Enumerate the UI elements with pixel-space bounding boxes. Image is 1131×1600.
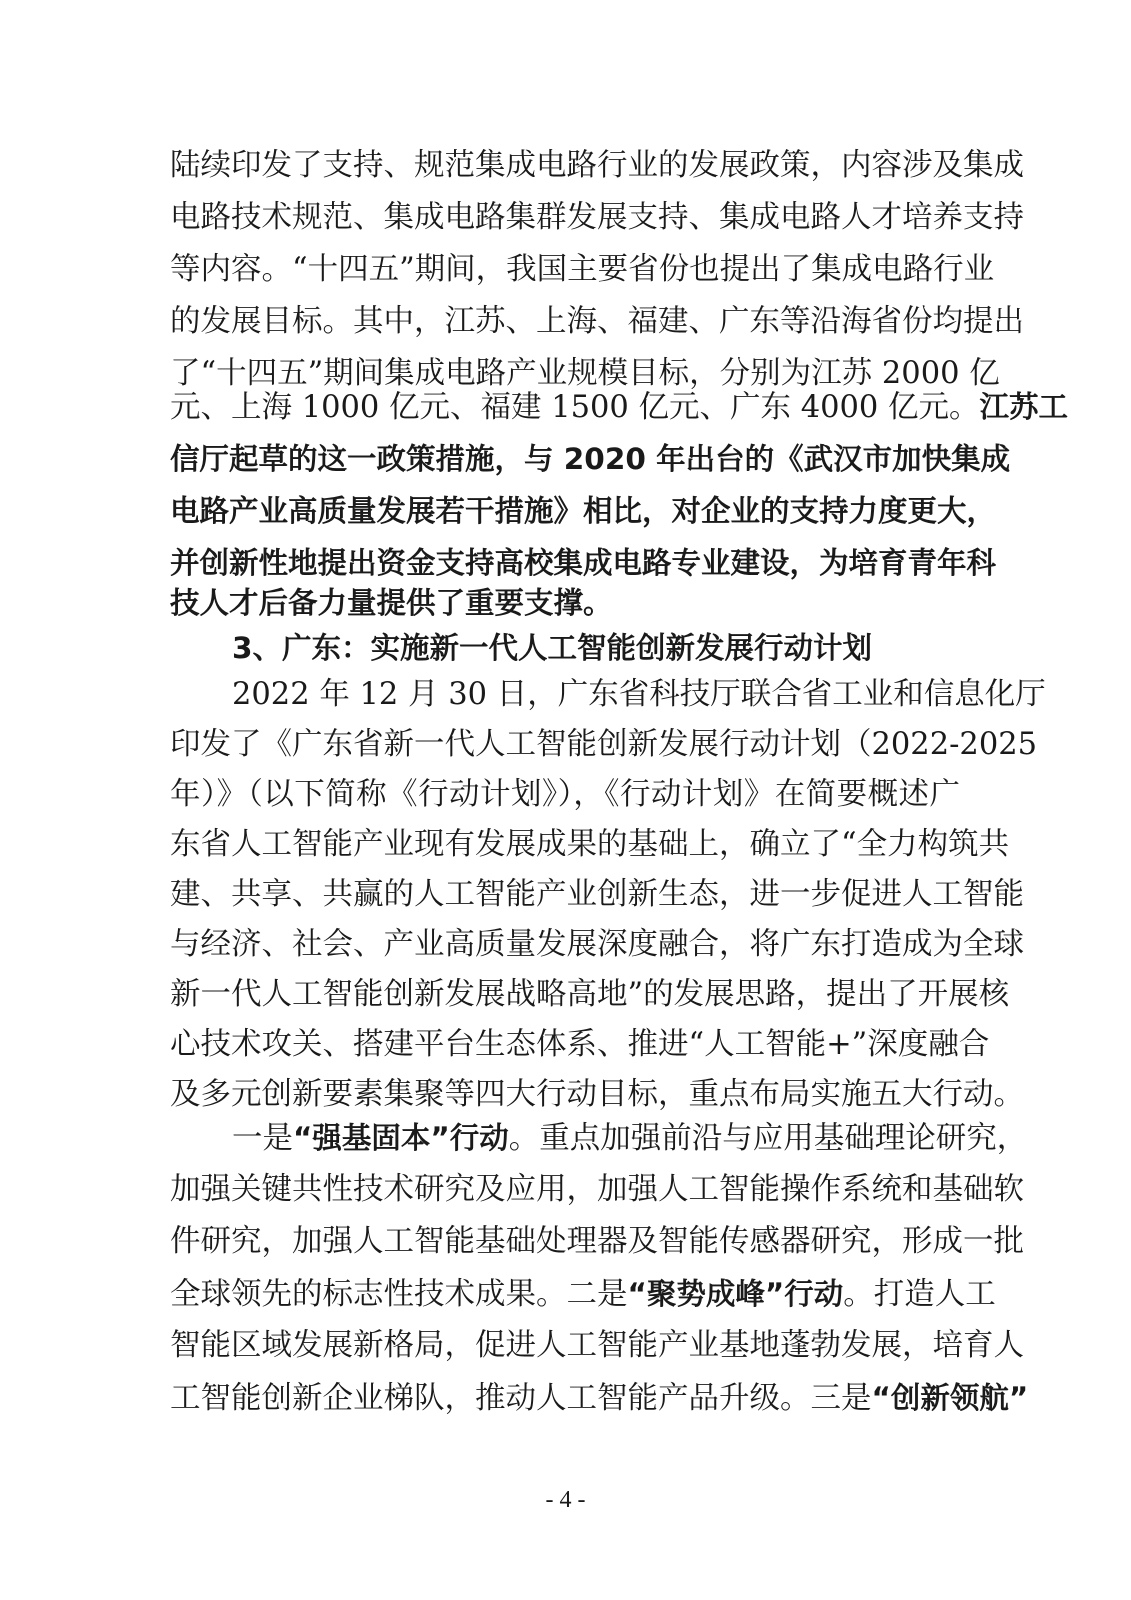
page-number: - 4 -: [545, 1487, 586, 1513]
bold-text: “强基固本”行动: [293, 1121, 509, 1155]
plain-text: 。打造人工: [843, 1277, 996, 1312]
paragraph-line: 2022 年 12 月 30 日，广东省科技厅联合省工业和信息化厅: [232, 677, 1046, 712]
paragraph-line: 年）》（以下简称《行动计划》），《行动计划》在简要概述广: [170, 777, 960, 812]
paragraph-line-mixed: [170, 1268, 996, 1320]
paragraph-line: 电路技术规范、集成电路集群发展支持、集成电路人才培养支持: [170, 200, 1024, 235]
bold-paragraph-line: 信厅起草的这一政策措施，与 2020 年出台的《武汉市加快集成: [170, 442, 1011, 476]
paragraph-line: 智能区域发展新格局，促进人工智能产业基地蓬勃发展，培育人: [170, 1328, 1024, 1363]
paragraph-line: 了“十四五”期间集成电路产业规模目标，分别为江苏 2000 亿: [170, 356, 1000, 391]
paragraph-line: 及多元创新要素集聚等四大行动目标，重点布局实施五大行动。: [170, 1077, 1024, 1112]
bold-paragraph-line: 电路产业高质量发展若干措施》相比，对企业的支持力度更大，: [170, 494, 997, 528]
plain-text: 。重点加强前沿与应用基础理论研究，: [508, 1121, 1028, 1156]
plain-text: 工智能创新企业梯队，推动人工智能产品升级。三是: [170, 1381, 872, 1416]
bold-paragraph-line: 并创新性地提出资金支持高校集成电路专业建设，为培育青年科: [170, 546, 997, 580]
plain-text: 元、上海 1000 亿元、福建 1500 亿元、广东 4000 亿元。: [170, 390, 980, 425]
paragraph-line: 与经济、社会、产业高质量发展深度融合，将广东打造成为全球: [170, 927, 1024, 962]
paragraph-line: 加强关键共性技术研究及应用，加强人工智能操作系统和基础软: [170, 1172, 1024, 1207]
bold-text: “创新领航”: [871, 1381, 1029, 1415]
bold-text: “聚势成峰”行动: [627, 1277, 844, 1311]
bold-text: 江苏工: [979, 390, 1069, 424]
paragraph-line: 陆续印发了支持、规范集成电路行业的发展政策，内容涉及集成: [170, 148, 1024, 183]
plain-text: 全球领先的标志性技术成果。二是: [170, 1277, 628, 1312]
paragraph-line: 件研究，加强人工智能基础处理器及智能传感器研究，形成一批: [170, 1224, 1024, 1259]
bold-paragraph-line: 技人才后备力量提供了重要支撑。: [170, 586, 613, 620]
paragraph-line-mixed: [170, 1372, 1029, 1424]
section-heading: 3、广东：实施新一代人工智能创新发展行动计划: [232, 631, 873, 665]
paragraph-line: 的发展目标。其中，江苏、上海、福建、广东等沿海省份均提出: [170, 304, 1024, 339]
paragraph-line: 建、共享、共赢的人工智能产业创新生态，进一步促进人工智能: [170, 877, 1024, 912]
paragraph-line-mixed: [232, 1112, 1028, 1164]
paragraph-line: 印发了《广东省新一代人工智能创新发展行动计划（2022-2025: [170, 727, 1038, 762]
paragraph-line-mixed: [170, 381, 1069, 433]
paragraph-line: 东省人工智能产业现有发展成果的基础上，确立了“全力构筑共: [170, 827, 1010, 862]
paragraph-line: 等内容。“十四五”期间，我国主要省份也提出了集成电路行业: [170, 252, 995, 287]
plain-text: 一是: [232, 1121, 293, 1156]
paragraph-line: 新一代人工智能创新发展战略高地”的发展思路，提出了开展核: [170, 977, 1010, 1012]
paragraph-line: 心技术攻关、搭建平台生态体系、推进“人工智能+”深度融合: [170, 1027, 990, 1062]
